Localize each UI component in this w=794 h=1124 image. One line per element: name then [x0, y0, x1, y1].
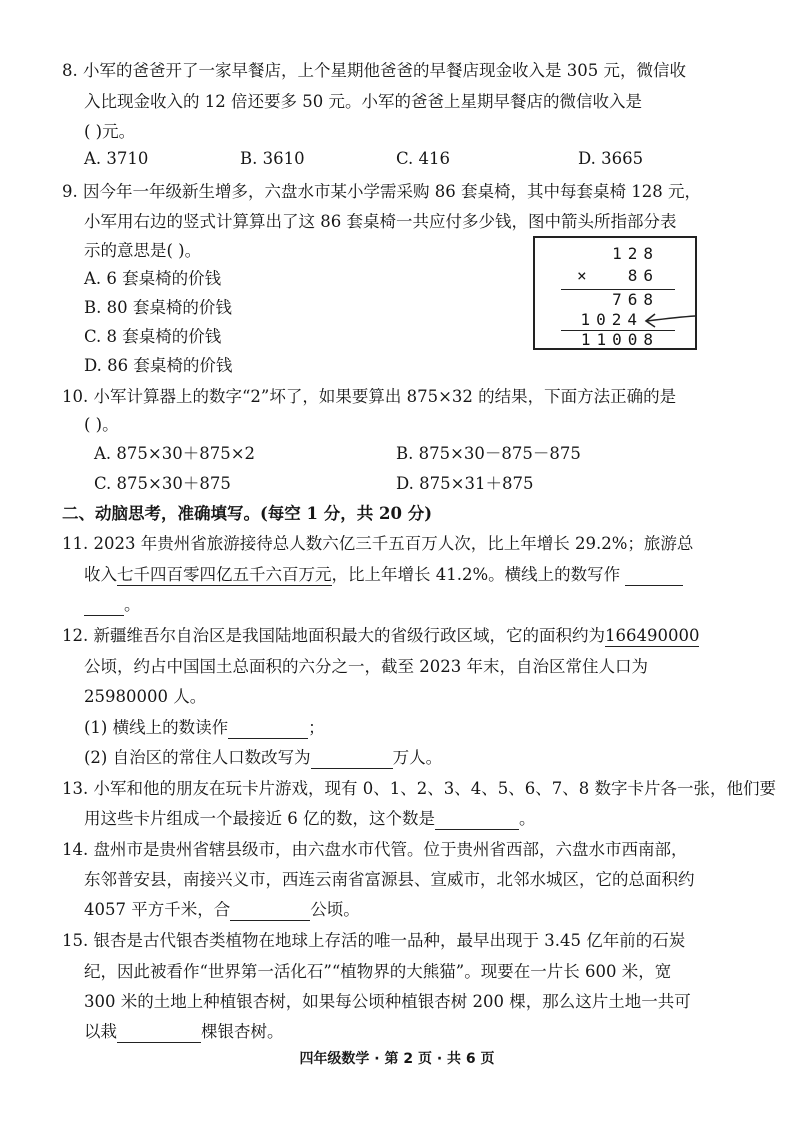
- q11-line2: [84, 564, 683, 586]
- q15-line4: [84, 1021, 284, 1043]
- q14-line2: 东邻普安县，南接兴义市，西连云南省富源县、宣威市，北邻水城区，它的总面积约: [84, 870, 695, 889]
- q12-sub2-end: 万人。: [392, 748, 443, 767]
- q13-line2: [84, 808, 536, 830]
- q8-option-c: C. 416: [396, 149, 451, 168]
- q11-line2-suffix: ，比上年增长 41.2%。横线上的数写作: [331, 565, 621, 584]
- q12-line1: [62, 625, 699, 647]
- q12-sub1-end: ；: [308, 718, 325, 737]
- q12-underlined-number: 166490000: [605, 626, 700, 645]
- q10-line1: 10. 小军计算器上的数字“2”坏了，如果要算出 875×32 的结果，下面方法正确的是: [62, 387, 677, 406]
- q12-sub2-blank[interactable]: [311, 750, 393, 769]
- q8-option-a: A. 3710: [84, 149, 149, 168]
- q11-line3: [84, 594, 141, 616]
- q10-option-c: C. 875×30＋875: [94, 474, 231, 493]
- q12-sub1: [84, 717, 325, 739]
- calc-product: 11008: [580, 330, 659, 349]
- q11-line2-prefix: 收入: [84, 565, 117, 584]
- q9-line3: 示的意思是( )。: [84, 241, 202, 260]
- left-arrow-icon: [643, 310, 697, 332]
- q14-line3-end: 公顷。: [310, 900, 360, 919]
- q9-option-a: A. 6 套桌椅的价钱: [84, 269, 222, 288]
- q8-option-d: D. 3665: [578, 149, 644, 168]
- q10-option-d: D. 875×31＋875: [396, 474, 534, 493]
- q8-line3: ( )元。: [84, 122, 136, 141]
- q12-sub2: [84, 747, 442, 769]
- q10-option-a: A. 875×30＋875×2: [94, 444, 256, 463]
- page-footer: 四年级数学 · 第 2 页 · 共 6 页: [299, 1051, 495, 1067]
- q13-line2-end: 。: [519, 809, 536, 828]
- q12-line1-text: 12. 新疆维吾尔自治区是我国陆地面积最大的省级行政区域，它的面积约为: [62, 626, 605, 645]
- q13-line1: 13. 小军和他的朋友在玩卡片游戏，现有 0、1、2、3、4、5、6、7、8 数字卡片各一张，他们要: [62, 779, 776, 798]
- calc-partial-1: 768: [612, 290, 659, 309]
- q15-line2: 纪，因此被看作“世界第一活化石”“植物界的大熊猫”。现要在一片长 600 米，宽: [84, 962, 672, 981]
- q14-line3-text: 4057 平方千米，合: [84, 900, 231, 919]
- q11-answer-blank[interactable]: [625, 567, 683, 586]
- q8-option-b: B. 3610: [240, 149, 305, 168]
- q10-line2: ( )。: [84, 415, 119, 434]
- q12-sub1-blank[interactable]: [228, 720, 308, 739]
- q14-line1: 14. 盘州市是贵州省辖县级市，由六盘水市代管。位于贵州省西部，六盘水市西南部，: [62, 840, 688, 859]
- q13-line2-text: 用这些卡片组成一个最接近 6 亿的数，这个数是: [84, 809, 435, 828]
- q12-line3: 25980000 人。: [84, 687, 207, 706]
- q11-underlined-number: 七千四百零四亿五千六百万元: [117, 565, 332, 584]
- q14-line3: [84, 899, 360, 921]
- q12-sub1-text: (1) 横线上的数读作: [84, 718, 229, 737]
- q8-line2: 入比现金收入的 12 倍还要多 50 元。小军的爸爸上星期早餐店的微信收入是: [84, 92, 642, 111]
- q9-option-d: D. 86 套桌椅的价钱: [84, 356, 233, 375]
- q15-answer-blank[interactable]: [117, 1024, 201, 1043]
- q14-answer-blank[interactable]: [230, 902, 310, 921]
- q15-line3: 300 米的土地上种植银杏树，如果每公顷种植银杏树 200 棵，那么这片土地一共可: [84, 992, 691, 1011]
- calc-multiplicand: 128: [612, 244, 659, 263]
- q15-line4-end: 棵银杏树。: [201, 1022, 284, 1041]
- q12-line2: 公顷，约占中国国土总面积的六分之一，截至 2023 年末，自治区常住人口为: [84, 657, 648, 676]
- q8-line1: 8. 小军的爸爸开了一家早餐店，上个星期他爸爸的早餐店现金收入是 305 元，微信收: [62, 61, 686, 80]
- calc-times-sign: ×: [577, 266, 587, 285]
- calc-multiplier: 86: [627, 266, 659, 285]
- q9-line1: 9. 因今年一年级新生增多，六盘水市某小学需采购 86 套桌椅，其中每套桌椅 128 元，: [62, 182, 701, 201]
- q11-line3-period: 。: [124, 595, 141, 614]
- q9-option-c: C. 8 套桌椅的价钱: [84, 327, 222, 346]
- q9-line2: 小军用右边的竖式计算算出了这 86 套桌椅一共应付多少钱，图中箭头所指部分表: [84, 212, 677, 231]
- calc-partial-2: 1024: [580, 310, 643, 329]
- q9-option-b: B. 80 套桌椅的价钱: [84, 298, 232, 317]
- q15-line1: 15. 银杏是古代银杏类植物在地球上存活的唯一品种，最早出现于 3.45 亿年前的石炭: [62, 931, 686, 950]
- q10-option-b: B. 875×30－875－875: [396, 444, 581, 463]
- vertical-multiplication-box: [533, 236, 697, 350]
- q13-answer-blank[interactable]: [435, 811, 519, 830]
- q11-answer-blank-cont[interactable]: [84, 597, 124, 616]
- q11-line1: 11. 2023 年贵州省旅游接待总人数六亿三千五百万人次，比上年增长 29.2%；旅游总: [62, 534, 694, 553]
- section-2-heading: 二、动脑思考，准确填写。(每空 1 分，共 20 分): [62, 504, 433, 523]
- q12-sub2-text: (2) 自治区的常住人口数改写为: [84, 748, 311, 767]
- q15-line4-text: 以栽: [84, 1022, 117, 1041]
